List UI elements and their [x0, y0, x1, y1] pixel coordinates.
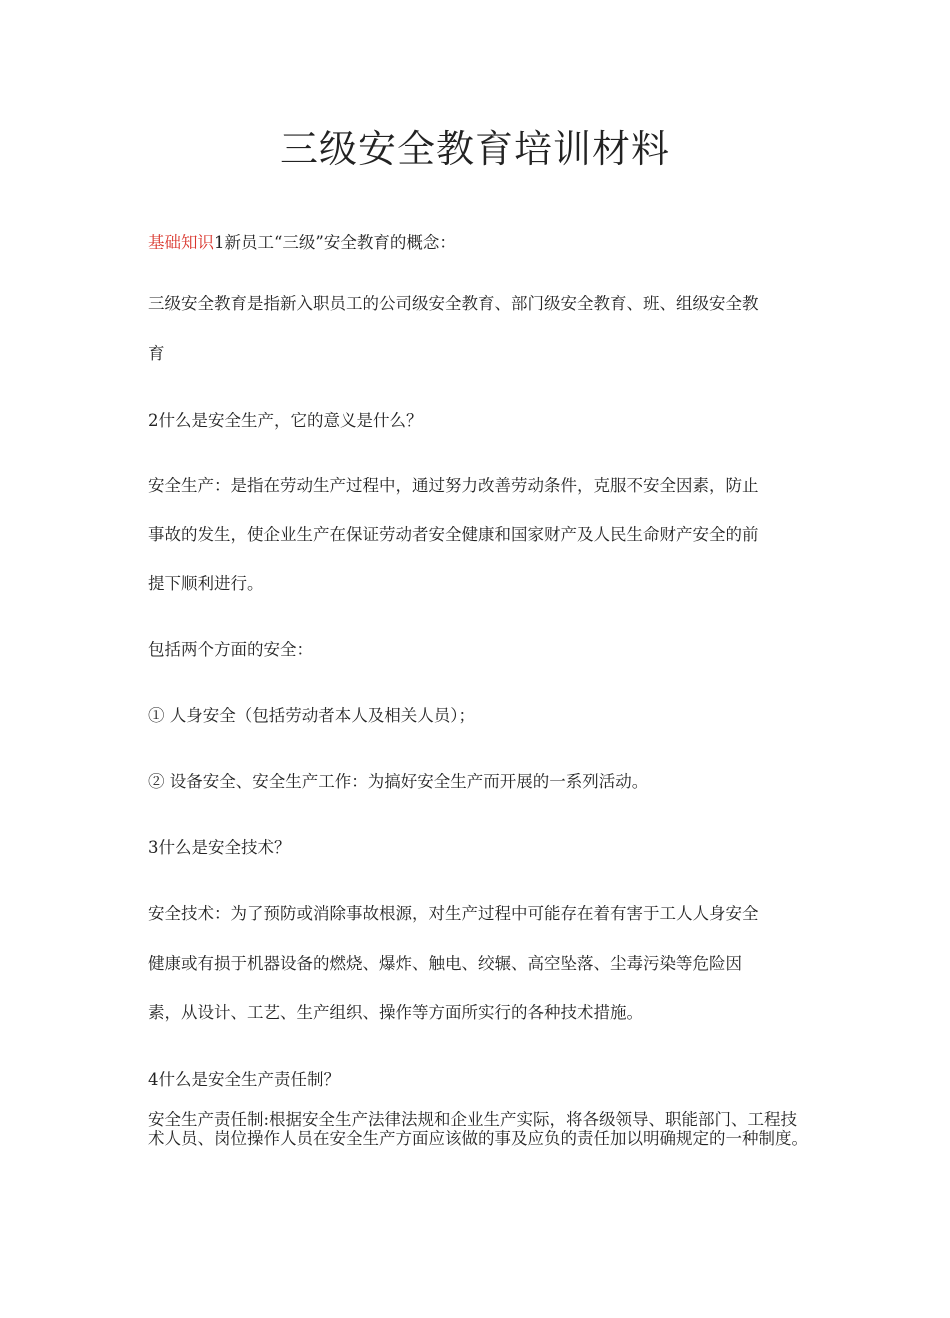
- q3-body-line-1: 安全技术：为了预防或消除事故根源，对生产过程中可能存在着有害于工人人身安全: [148, 904, 759, 923]
- q3-heading: 3什么是安全技术？: [148, 838, 291, 857]
- q3-body-line-2: 健康或有损于机器设备的燃烧、爆炸、触电、绞辗、高空坠落、尘毒污染等危险因: [148, 954, 742, 973]
- q1-body-line-2: 育: [148, 344, 165, 363]
- intro-label: 基础知识: [148, 233, 214, 252]
- q4-body: 安全生产责任制:根据安全生产法律法规和企业生产实际，将各级领导、职能部门、工程技术人员、岗位操作人员在安全生产方面应该做的事及应负的责任加以明确规定的一种制度。: [148, 1110, 808, 1148]
- q1-heading: 1新员工“三级”安全教育的概念：: [214, 233, 456, 252]
- q4-heading: 4什么是安全生产责任制？: [148, 1070, 340, 1089]
- q1-heading-line: [148, 231, 813, 255]
- q2-aspect-1: ① 人身安全（包括劳动者本人及相关人员）；: [148, 706, 475, 725]
- q2-aspects-intro: 包括两个方面的安全：: [148, 640, 313, 659]
- q2-body-line-1: 安全生产：是指在劳动生产过程中，通过努力改善劳动条件，克服不安全因素，防止: [148, 476, 759, 495]
- q2-aspect-2: ② 设备安全、安全生产工作：为搞好安全生产而开展的一系列活动。: [148, 772, 649, 791]
- q2-body-line-3: 提下顺利进行。: [148, 574, 264, 593]
- q1-body-line-1: 三级安全教育是指新入职员工的公司级安全教育、部门级安全教育、班、组级安全教: [148, 294, 759, 313]
- q2-heading: 2什么是安全生产，它的意义是什么？: [148, 411, 423, 430]
- q2-body-line-2: 事故的发生，使企业生产在保证劳动者安全健康和国家财产及人民生命财产安全的前: [148, 525, 759, 544]
- q3-body-line-3: 素，从设计、工艺、生产组织、操作等方面所实行的各种技术措施。: [148, 1003, 643, 1022]
- document-title: 三级安全教育培训材料: [279, 127, 670, 171]
